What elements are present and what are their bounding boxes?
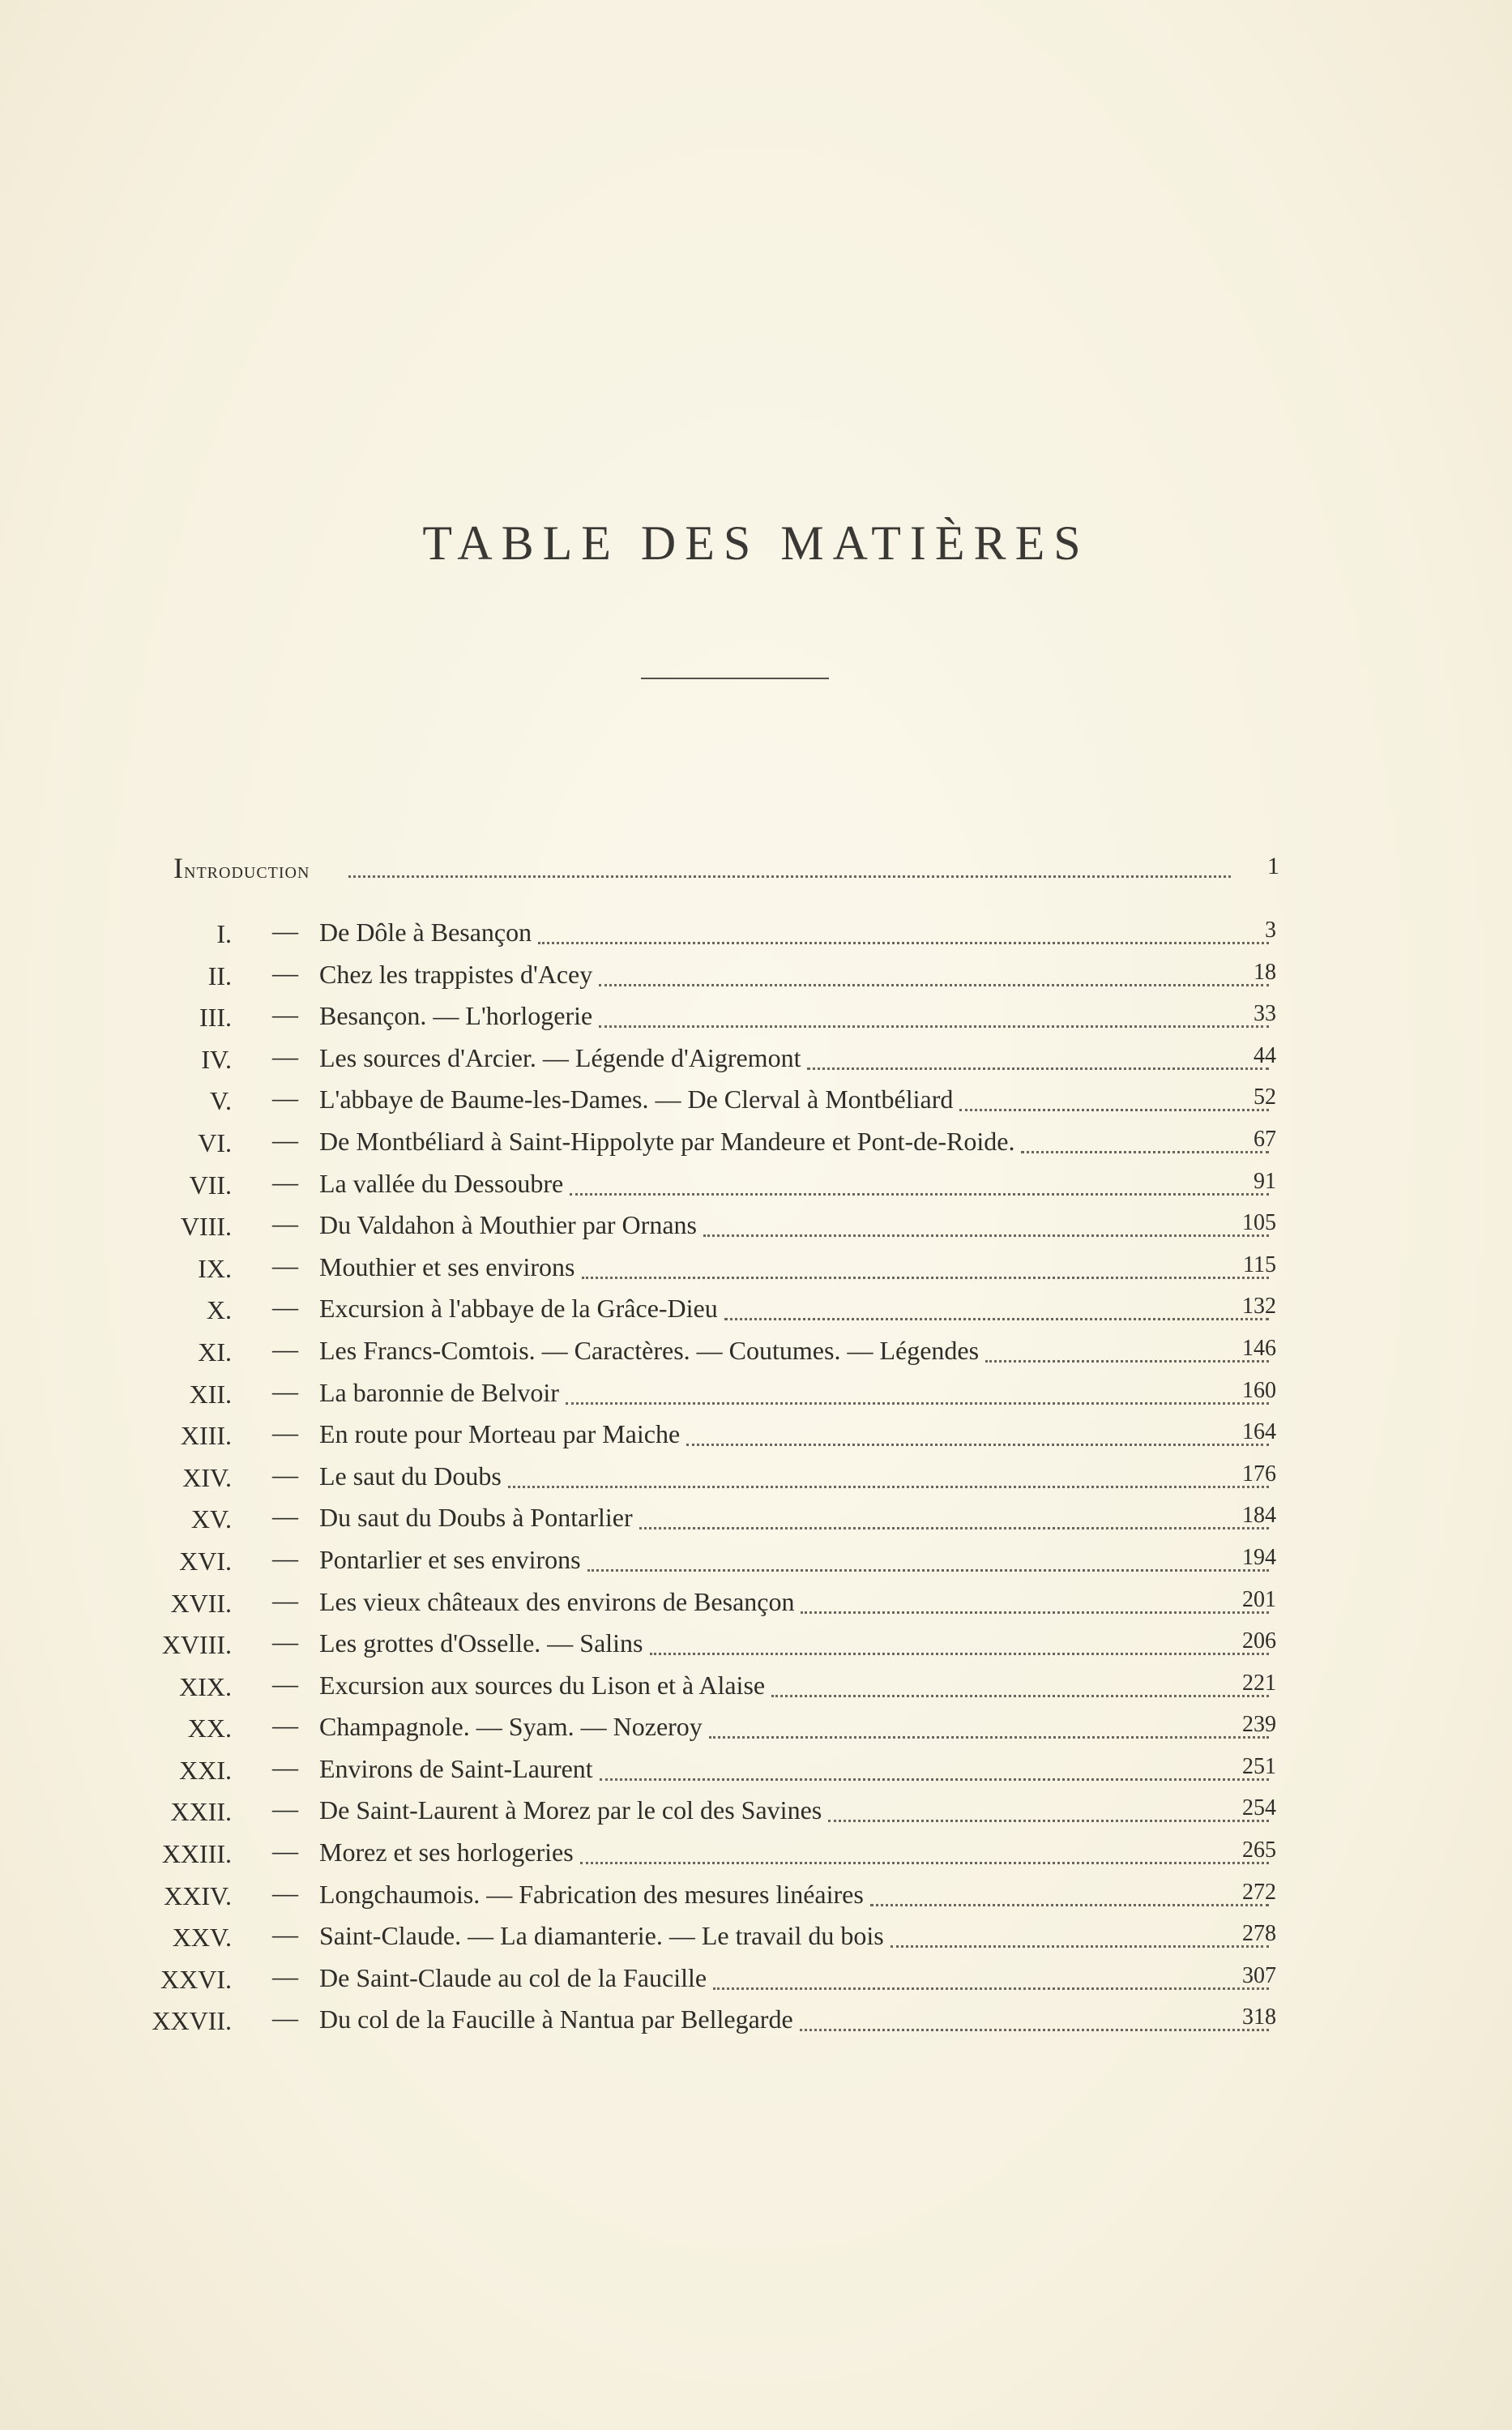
dot-leader (508, 1486, 1269, 1488)
chapter-title: Excursion aux sources du Lison et à Alaise (319, 1670, 766, 1700)
separator-dash: — (272, 1919, 298, 1949)
separator-dash: — (272, 1250, 298, 1280)
dot-leader (599, 984, 1269, 986)
separator-dash: — (272, 1459, 298, 1489)
chapter-number: XXI. (179, 1755, 232, 1785)
chapter-number: XXIII. (161, 1839, 232, 1869)
dot-leader (828, 1820, 1269, 1822)
separator-dash: — (272, 1209, 298, 1239)
separator-dash: — (272, 1710, 298, 1740)
separator-dash: — (272, 1501, 298, 1531)
chapter-number: XXVI. (160, 1964, 232, 1994)
chapter-number: VI. (198, 1127, 232, 1157)
dot-leader (599, 1025, 1269, 1028)
chapter-page: 160 (1242, 1377, 1276, 1403)
separator-dash: — (272, 1627, 298, 1657)
separator-dash: — (272, 1542, 298, 1572)
separator-dash: — (272, 999, 298, 1029)
toc-entry (0, 1249, 1512, 1291)
chapter-title: Les grottes d'Osselle. — Salins (319, 1628, 643, 1658)
chapter-number: XIV. (182, 1462, 232, 1492)
chapter-number: XXII. (170, 1797, 232, 1827)
chapter-title: Les sources d'Arcier. — Légende d'Aigremont (319, 1042, 801, 1072)
dot-leader (639, 1527, 1269, 1529)
chapter-title: La baronnie de Belvoir (319, 1377, 559, 1407)
chapter-number: XX. (187, 1713, 232, 1743)
chapter-title: De Saint-Laurent à Morez par le col des Savines (319, 1795, 822, 1825)
chapter-page: 105 (1242, 1210, 1276, 1236)
chapter-title: Excursion à l'abbaye de la Grâce-Dieu (319, 1294, 718, 1324)
toc-entry (0, 2001, 1512, 2043)
dot-leader (566, 1402, 1269, 1405)
toc-entry (0, 1499, 1512, 1542)
dot-leader (713, 1987, 1269, 1990)
chapter-page: 52 (1254, 1085, 1276, 1110)
chapter-number: XXV. (172, 1923, 232, 1953)
dot-leader (600, 1778, 1269, 1781)
chapter-number: II. (207, 960, 232, 990)
chapter-page: 307 (1242, 1962, 1276, 1988)
dot-leader (807, 1067, 1269, 1070)
toc-entry (0, 1081, 1512, 1123)
chapter-page: 44 (1254, 1042, 1276, 1068)
chapter-page: 33 (1254, 1001, 1276, 1027)
chapter-title: Mouthier et ses environs (319, 1251, 575, 1281)
toc-entry (0, 1709, 1512, 1751)
chapter-title: Le saut du Doubs (319, 1461, 502, 1491)
separator-dash: — (272, 1375, 298, 1405)
chapter-title: De Saint-Claude au col de la Faucille (319, 1962, 707, 1992)
chapter-title: Besançon. — L'horlogerie (319, 1001, 593, 1031)
toc-entry (0, 1625, 1512, 1667)
toc-entry (0, 1458, 1512, 1500)
dot-leader (703, 1234, 1269, 1237)
toc-entry (0, 1876, 1512, 1919)
chapter-page: 239 (1242, 1712, 1276, 1738)
separator-dash: — (272, 1333, 298, 1363)
dot-leader (538, 942, 1269, 944)
separator-dash: — (272, 1836, 298, 1866)
dot-leader (801, 1611, 1269, 1614)
dot-leader (709, 1736, 1269, 1739)
chapter-number: XVII. (170, 1588, 232, 1618)
separator-dash: — (272, 1668, 298, 1698)
toc-entry (0, 956, 1512, 999)
chapter-title: Les vieux châteaux des environs de Besançon (319, 1586, 795, 1616)
chapter-title: Saint-Claude. — La diamanterie. — Le travail du bois (319, 1921, 884, 1951)
dot-leader (870, 1904, 1269, 1906)
chapter-number: VIII. (180, 1212, 232, 1242)
dot-leader (580, 1862, 1269, 1864)
chapter-page: 91 (1254, 1168, 1276, 1194)
chapter-number: XII. (189, 1379, 232, 1409)
introduction-label (173, 851, 310, 885)
chapter-page: 146 (1242, 1335, 1276, 1361)
dot-leader (800, 2029, 1269, 2031)
toc-entry (0, 1918, 1512, 1960)
separator-dash: — (272, 916, 298, 945)
chapter-number: XXIV. (164, 1880, 232, 1910)
dot-leader (724, 1318, 1269, 1320)
chapter-page: 206 (1242, 1628, 1276, 1654)
chapter-title: Les Francs-Comtois. — Caractères. — Coutumes. — Légendes (319, 1335, 980, 1365)
chapter-page: 318 (1242, 2004, 1276, 2030)
chapter-page: 184 (1242, 1503, 1276, 1529)
chapter-title: De Montbéliard à Saint-Hippolyte par Mandeure et Pont-de-Roide. (319, 1126, 1015, 1156)
chapter-number: IX. (198, 1253, 232, 1283)
toc-entry (0, 1416, 1512, 1458)
chapter-page: 164 (1242, 1419, 1276, 1445)
introduction-label-initial: I (173, 852, 184, 884)
chapter-title: Du col de la Faucille à Nantua par Bellegarde (319, 2004, 793, 2034)
chapter-number: X. (206, 1295, 232, 1325)
chapter-page: 221 (1242, 1670, 1276, 1696)
separator-dash: — (272, 1418, 298, 1448)
separator-dash: — (272, 1124, 298, 1154)
introduction-label-rest: ntroduction (184, 858, 310, 883)
chapter-title: Du Valdahon à Mouthier par Ornans (319, 1210, 697, 1240)
chapter-page: 18 (1254, 959, 1276, 985)
separator-dash: — (272, 2003, 298, 2033)
chapter-title: Du saut du Doubs à Pontarlier (319, 1503, 633, 1533)
chapter-number: XVI. (179, 1546, 232, 1576)
toc-entry (0, 1290, 1512, 1333)
toc-entry (0, 1960, 1512, 2002)
toc-entry (0, 1751, 1512, 1793)
chapter-number: XI. (198, 1337, 232, 1367)
chapter-page: 67 (1254, 1126, 1276, 1152)
separator-dash: — (272, 1961, 298, 1991)
chapter-page: 115 (1243, 1251, 1276, 1277)
dot-leader (771, 1695, 1269, 1697)
chapter-title: En route pour Morteau par Maiche (319, 1419, 681, 1449)
chapter-page: 278 (1242, 1921, 1276, 1947)
chapter-page: 254 (1242, 1795, 1276, 1821)
separator-dash: — (272, 1794, 298, 1824)
chapter-page: 132 (1242, 1294, 1276, 1320)
chapter-title: Longchaumois. — Fabrication des mesures linéaires (319, 1879, 864, 1909)
toc-entry (0, 1166, 1512, 1208)
toc-entry (0, 1375, 1512, 1417)
chapter-number: I. (216, 919, 232, 948)
chapter-title: Pontarlier et ses environs (319, 1544, 581, 1574)
chapter-page: 201 (1242, 1586, 1276, 1612)
separator-dash: — (272, 1585, 298, 1615)
chapter-title: Environs de Saint-Laurent (319, 1753, 593, 1783)
toc-entry (0, 998, 1512, 1040)
dot-leader (570, 1193, 1269, 1196)
toc-entry (0, 1207, 1512, 1249)
dot-leader (891, 1945, 1269, 1948)
separator-dash: — (272, 957, 298, 987)
chapter-number: IV. (201, 1044, 232, 1074)
dot-leader (650, 1653, 1269, 1655)
toc-entry (0, 1584, 1512, 1626)
toc-entry (0, 1333, 1512, 1375)
separator-dash: — (272, 1166, 298, 1196)
dot-leader (686, 1444, 1269, 1446)
dot-leader (348, 875, 1231, 878)
chapter-title: De Dôle à Besançon (319, 918, 532, 947)
chapter-number: VII. (189, 1170, 232, 1200)
toc-list (0, 914, 1512, 2043)
toc-entry (0, 1667, 1512, 1709)
separator-dash: — (272, 1752, 298, 1782)
chapter-number: XIX. (179, 1671, 232, 1701)
chapter-number: XIII. (180, 1421, 232, 1451)
toc-entry (0, 1834, 1512, 1876)
toc-entry (0, 1040, 1512, 1082)
chapter-number: XV. (190, 1504, 232, 1534)
separator-dash: — (272, 1292, 298, 1322)
chapter-title: Champagnole. — Syam. — Nozeroy (319, 1712, 703, 1742)
separator-dash: — (272, 1877, 298, 1907)
page-title: TABLE DES MATIÈRES (422, 516, 1090, 570)
toc-entry (0, 1792, 1512, 1834)
toc-entry (0, 1123, 1512, 1166)
chapter-page: 251 (1242, 1753, 1276, 1779)
chapter-title: La vallée du Dessoubre (319, 1168, 564, 1198)
toc-introduction (173, 851, 1279, 887)
chapter-page: 265 (1242, 1837, 1276, 1863)
chapter-page: 3 (1265, 918, 1276, 943)
chapter-number: V. (210, 1086, 232, 1116)
chapter-title: Chez les trappistes d'Acey (319, 959, 593, 989)
chapter-number: XVIII. (161, 1630, 232, 1660)
chapter-page: 176 (1242, 1461, 1276, 1487)
chapter-title: L'abbaye de Baume-les-Dames. — De Clerval à Montbéliard (319, 1085, 954, 1114)
toc-entry (0, 1542, 1512, 1584)
title-rule (641, 678, 829, 679)
separator-dash: — (272, 1041, 298, 1071)
dot-leader (582, 1277, 1269, 1279)
dot-leader (587, 1569, 1269, 1572)
chapter-page: 194 (1242, 1544, 1276, 1570)
chapter-title: Morez et ses horlogeries (319, 1837, 574, 1867)
chapter-page: 272 (1242, 1879, 1276, 1905)
toc-entry (0, 914, 1512, 956)
chapter-number: XXVII. (152, 2006, 232, 2036)
separator-dash: — (272, 1083, 298, 1113)
introduction-page: 1 (1267, 853, 1279, 879)
chapter-number: III. (199, 1003, 232, 1033)
